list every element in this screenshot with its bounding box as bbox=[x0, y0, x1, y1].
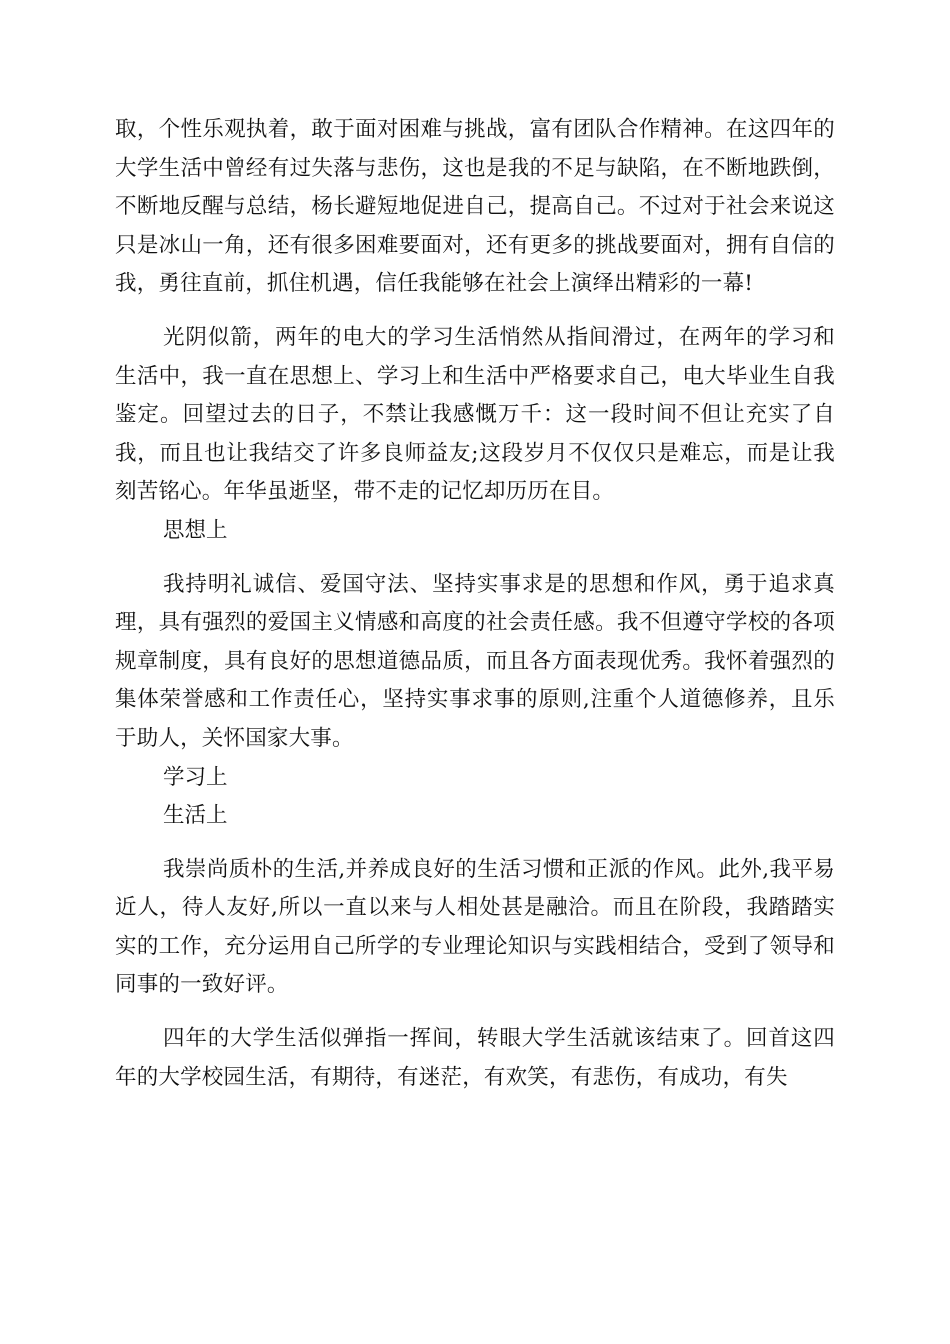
section-heading-life: 生活上 bbox=[163, 803, 228, 829]
section-heading-thought: 思想上 bbox=[163, 517, 228, 543]
document-page bbox=[115, 111, 835, 1097]
paragraph-continuation: 取，个性乐观执着，敢于面对困难与挑战，富有团队合作精神。在这四年的大学生活中曾经有过失落与悲伤，这也是我的不足与缺陷，在不断地跌倒，不断地反醒与总结，杨长避短地促进自己，提高自己。不过对于社会来说这只是冰山一角，还有很多困难要面对，还有更多的挑战要面对，拥有自信的我，勇往直前，抓住机遇，信任我能够在社会上演绎出精彩的一幕! bbox=[115, 117, 835, 297]
paragraph-life: 我崇尚质朴的生活,并养成良好的生活习惯和正派的作风。此外,我平易近人，待人友好,所以一直以来与人相处甚是融洽。而且在阶段，我踏踏实实的工作，充分运用自己所学的专业理论知识与实践相结合，受到了领导和同事的一致好评。 bbox=[115, 856, 835, 998]
paragraph-conclusion: 四年的大学生活似弹指一挥间，转眼大学生活就该结束了。回首这四年的大学校园生活，有期待，有迷茫，有欢笑，有悲伤，有成功，有失 bbox=[115, 1026, 835, 1090]
paragraph-intro: 光阴似箭，两年的电大的学习生活悄然从指间滑过，在两年的学习和生活中，我一直在思想上、学习上和生活中严格要求自己，电大毕业生自我鉴定。回望过去的日子，不禁让我感慨万千：这一段时间不但让充实了自我，而且也让我结交了许多良师益友;这段岁月不仅仅只是难忘，而是让我刻苦铭心。年华虽逝坚，带不走的记忆却历历在目。 bbox=[115, 324, 835, 505]
section-heading-study: 学习上 bbox=[163, 764, 228, 790]
paragraph-thought: 我持明礼诚信、爱国守法、坚持实事求是的思想和作风，勇于追求真理，具有强烈的爱国主义情感和高度的社会责任感。我不但遵守学校的各项规章制度，具有良好的思想道德品质，而且各方面表现优秀。我怀着强烈的集体荣誉感和工作责任心，坚持实事求事的原则,注重个人道德修养，且乐于助人，关怀国家大事。 bbox=[115, 571, 835, 751]
